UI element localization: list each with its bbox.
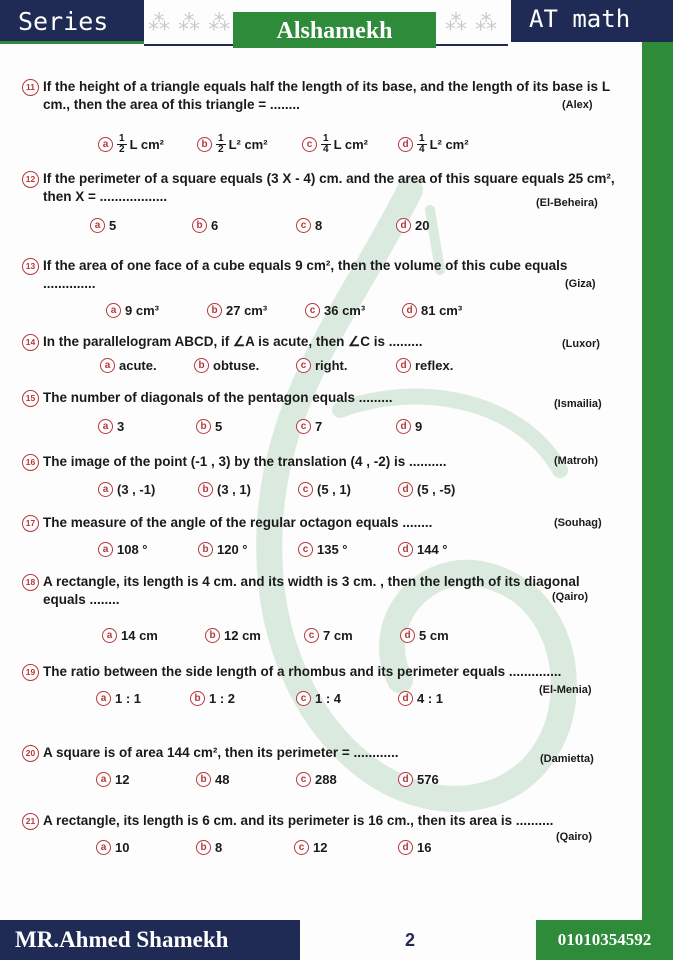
question-number: 20 (22, 745, 39, 762)
question-text: The ratio between the side length of a rhombus and its perimeter equals .............. (43, 664, 562, 679)
question-text: In the parallelogram ABCD, if ∠A is acute, then ∠C is ......... (43, 334, 423, 349)
question-number: 12 (22, 171, 39, 188)
options-row (22, 358, 622, 380)
series-label: Series (0, 0, 144, 44)
option-d[interactable]: d 4 : 1 (398, 691, 443, 706)
options-row (22, 628, 622, 650)
option-c[interactable]: c $\frac{1}{4}$ L cm² (302, 134, 368, 155)
question-number: 17 (22, 515, 39, 532)
question-15 (22, 389, 622, 434)
option-c[interactable]: c 7 (296, 419, 322, 434)
question-number: 11 (22, 79, 39, 96)
options-row (22, 691, 622, 713)
subject-label: AT math (508, 0, 673, 42)
option-d[interactable]: d 9 (396, 419, 422, 434)
fraction: $\frac{1}{2}$ (218, 133, 224, 155)
option-a[interactable]: a (3 , -1) (98, 482, 155, 497)
option-a[interactable]: a 5 (90, 218, 116, 233)
fraction: $\frac{1}{4}$ (323, 133, 329, 155)
option-d[interactable]: d 576 (398, 772, 439, 787)
question-source: (Giza) (565, 278, 596, 290)
question-text: A square is of area 144 cm², then its perimeter = ............ (43, 745, 399, 760)
option-a[interactable]: a 1 : 1 (96, 691, 141, 706)
question-text: If the area of one face of a cube equals 9 cm², then the volume of this cube equals .............. (43, 258, 568, 291)
question-19 (22, 663, 622, 706)
option-b[interactable]: b 48 (196, 772, 229, 787)
option-b[interactable]: b obtuse. (194, 358, 259, 373)
question-14 (22, 333, 622, 373)
question-text: The image of the point (-1 , 3) by the translation (4 , -2) is .......... (43, 454, 447, 469)
option-b[interactable]: b 8 (196, 840, 222, 855)
phone-number: 01010354592 (536, 920, 673, 960)
question-number: 14 (22, 334, 39, 351)
option-d[interactable]: d 144 ° (398, 542, 448, 557)
option-a[interactable]: a 10 (96, 840, 129, 855)
option-d[interactable]: d $\frac{1}{4}$ L² cm² (398, 134, 469, 155)
option-c[interactable]: c 7 cm (304, 628, 353, 643)
options-row (22, 134, 622, 156)
question-source: (Damietta) (540, 753, 594, 765)
option-a[interactable]: a $\frac{1}{2}$ L cm² (98, 134, 164, 155)
option-b[interactable]: b 6 (192, 218, 218, 233)
question-source: (Luxor) (562, 338, 600, 350)
question-12 (22, 170, 622, 233)
option-a[interactable]: a 108 ° (98, 542, 148, 557)
question-text: The measure of the angle of the regular octagon equals ........ (43, 515, 433, 530)
question-text: A rectangle, its length is 6 cm. and its perimeter is 16 cm., then its area is .......... (43, 813, 554, 828)
option-b[interactable]: b 1 : 2 (190, 691, 235, 706)
question-number: 13 (22, 258, 39, 275)
option-a[interactable]: a 14 cm (102, 628, 158, 643)
option-b[interactable]: b 27 cm³ (207, 303, 267, 318)
option-d[interactable]: d 5 cm (400, 628, 449, 643)
question-source: (Qairo) (556, 831, 593, 843)
question-source: (El-Menia) (539, 684, 592, 696)
question-21 (22, 812, 622, 855)
question-source: (Souhag) (554, 517, 602, 529)
question-18 (22, 573, 622, 643)
question-20 (22, 744, 622, 787)
question-text: If the height of a triangle equals half the length of its base, and the length of its base is L cm., then the area of this triangle = ........ (43, 79, 610, 112)
author-name: MR.Ahmed Shamekh (0, 920, 300, 960)
option-c[interactable]: c 36 cm³ (305, 303, 365, 318)
options-row (22, 840, 622, 862)
question-number: 18 (22, 574, 39, 591)
header-ornament-right: ⁂ ⁂ (445, 10, 499, 35)
question-source: (Matroh) (554, 455, 598, 467)
option-c[interactable]: c 135 ° (298, 542, 348, 557)
brand-title: Alshamekh (233, 12, 436, 48)
options-row (22, 772, 622, 794)
question-text: The number of diagonals of the pentagon equals ......... (43, 390, 393, 405)
option-d[interactable]: d (5 , -5) (398, 482, 455, 497)
question-number: 19 (22, 664, 39, 681)
question-13 (22, 257, 622, 318)
option-a[interactable]: a acute. (100, 358, 157, 373)
option-c[interactable]: c 288 (296, 772, 337, 787)
question-number: 16 (22, 454, 39, 471)
question-text: If the perimeter of a square equals (3 X - 4) cm. and the area of this square equals 25 cm², then X = .................. (43, 171, 615, 204)
option-b[interactable]: b (3 , 1) (198, 482, 251, 497)
options-row (22, 419, 622, 441)
option-a[interactable]: a 3 (98, 419, 124, 434)
header-ornament-left: ⁂ ⁂ ⁂ (148, 10, 232, 35)
question-number: 15 (22, 390, 39, 407)
question-text: A rectangle, its length is 4 cm. and its width is 3 cm. , then the length of its diagonal equals ........ (43, 574, 580, 607)
options-row (22, 482, 622, 504)
question-11 (22, 78, 622, 155)
question-source: (Ismailia) (554, 398, 602, 410)
question-number: 21 (22, 813, 39, 830)
option-b[interactable]: b 12 cm (205, 628, 261, 643)
option-a[interactable]: a 9 cm³ (106, 303, 159, 318)
option-d[interactable]: d reflex. (396, 358, 453, 373)
option-c[interactable]: c (5 , 1) (298, 482, 351, 497)
option-d[interactable]: d 16 (398, 840, 431, 855)
option-c[interactable]: c 8 (296, 218, 322, 233)
options-row (22, 303, 622, 325)
option-b[interactable]: b 5 (196, 419, 222, 434)
question-source: (El-Beheira) (536, 197, 598, 209)
page-number: 2 (405, 930, 416, 950)
option-d[interactable]: d 81 cm³ (402, 303, 462, 318)
option-c[interactable]: c 12 (294, 840, 327, 855)
right-green-border (642, 40, 673, 920)
options-row (22, 218, 622, 240)
option-a[interactable]: a 12 (96, 772, 129, 787)
options-row (22, 542, 622, 564)
option-d[interactable]: d 20 (396, 218, 429, 233)
fraction: $\frac{1}{4}$ (419, 133, 425, 155)
option-c[interactable]: c 1 : 4 (296, 691, 341, 706)
question-source: (Qairo) (552, 591, 589, 603)
option-b[interactable]: b 120 ° (198, 542, 248, 557)
option-c[interactable]: c right. (296, 358, 348, 373)
fraction: $\frac{1}{2}$ (119, 133, 125, 155)
option-b[interactable]: b $\frac{1}{2}$ L² cm² (197, 134, 268, 155)
question-16 (22, 453, 622, 497)
question-source: (Alex) (562, 99, 593, 111)
question-17 (22, 514, 622, 557)
